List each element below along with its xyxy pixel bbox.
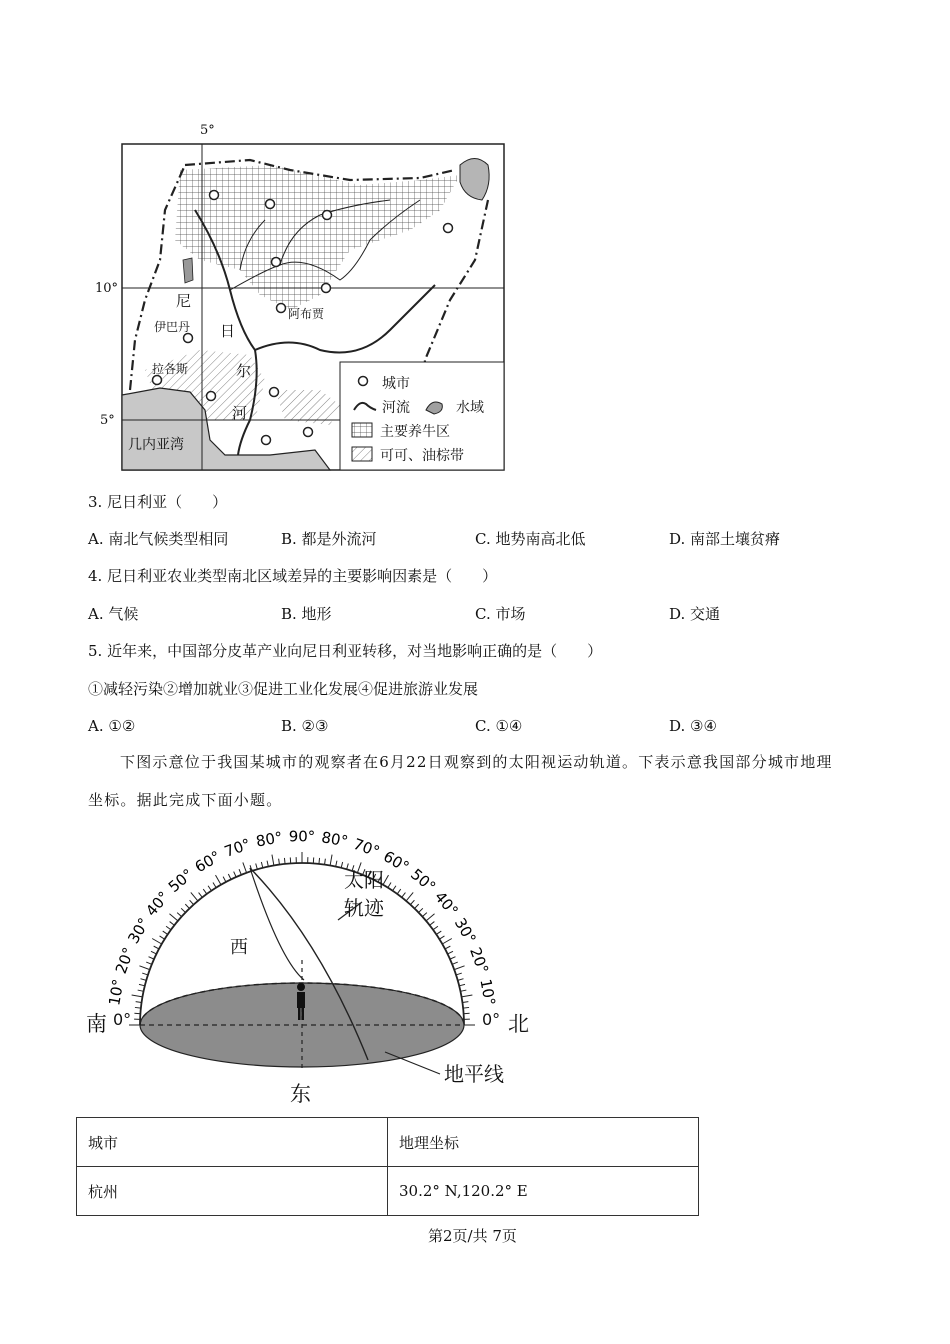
q5-option-a: A. ①② (88, 717, 136, 735)
q3-stem: 3. 尼日利亚（ ） (88, 493, 228, 511)
legend-cattle-icon (352, 423, 372, 437)
intro-line-1: 下图示意位于我国某城市的观察者在6月22日观察到的太阳视运动轨道。下表示意我国部分城市地理 (120, 753, 833, 771)
city-label-abuja: 阿布贾 (288, 307, 325, 321)
table-cell-coord: 30.2° N,120.2° E (388, 1167, 699, 1216)
altitude-tick (152, 939, 162, 945)
city-kaduna (272, 258, 281, 267)
city-benin (207, 392, 216, 401)
altitude-tick-label: 10° (476, 977, 499, 1007)
q4-option-a: A. 气候 (88, 605, 139, 623)
zero-right-label: 0° (482, 1010, 501, 1029)
q3-option-a: A. 南北气候类型相同 (88, 530, 229, 548)
city-sokoto (210, 191, 219, 200)
altitude-tick-label: 60° (191, 847, 224, 877)
river-char-2: 日 (220, 322, 236, 340)
table-header-row (77, 1118, 699, 1167)
legend-water-label: 水域 (456, 400, 484, 416)
q4-option-d: D. 交通 (669, 605, 721, 623)
sun-path-figure (80, 820, 540, 1110)
altitude-tick (132, 995, 143, 997)
intro-line-2: 坐标。据此完成下面小题。 (88, 791, 283, 809)
lat-label-5: 5° (100, 413, 115, 428)
altitude-tick-label: 20° (466, 944, 493, 977)
altitude-tick-label: 70° (221, 834, 254, 861)
q4-option-b: B. 地形 (281, 605, 332, 623)
legend-cocoa-label: 可可、油棕带 (380, 448, 464, 464)
altitude-tick-label: 70° (350, 834, 383, 861)
altitude-tick (191, 892, 198, 900)
legend-cattle-label: 主要养牛区 (380, 424, 450, 440)
north-label: 北 (508, 1012, 529, 1036)
altitude-tick-label: 20° (111, 944, 138, 977)
bay-label: 几内亚湾 (128, 437, 184, 453)
city-label-lagos: 拉各斯 (152, 362, 189, 376)
altitude-tick-label: 60° (380, 847, 413, 877)
altitude-tick-label: 90° (288, 827, 316, 846)
city-jos (322, 284, 331, 293)
q5-option-b: B. ②③ (281, 717, 329, 735)
q3-option-b: B. 都是外流河 (281, 530, 377, 548)
q5-items: ①减轻污染②增加就业③促进工业化发展④促进旅游业发展 (88, 680, 479, 698)
lat-label-10: 10° (95, 281, 119, 296)
city-label-ibadan: 伊巴丹 (154, 320, 191, 334)
legend-city-icon (359, 377, 368, 386)
city-port-harcourt (262, 436, 271, 445)
q5-stem: 5. 近年来，中国部分皮革产业向尼日利亚转移，对当地影响正确的是（ ） (88, 642, 603, 660)
lon-label: 5° (200, 123, 215, 138)
legend-cocoa-icon (352, 447, 372, 461)
legend-city-label: 城市 (382, 376, 410, 392)
q5-option-d: D. ③④ (669, 717, 717, 735)
sun-track-label-1: 太阳 (344, 868, 384, 892)
q4-option-c: C. 市场 (475, 605, 526, 623)
q5-option-c: C. ①④ (475, 717, 523, 735)
altitude-tick (243, 862, 247, 872)
altitude-tick (139, 966, 149, 970)
altitude-tick (454, 966, 464, 970)
altitude-tick-label: 80° (254, 828, 284, 851)
altitude-tick (330, 855, 332, 866)
nigeria-map-svg (90, 120, 520, 480)
city-coordinate-table (76, 1117, 699, 1216)
kainji-lake (183, 258, 193, 283)
city-maiduguri (444, 224, 453, 233)
altitude-tick-label: 40° (142, 887, 174, 920)
city-kano (323, 211, 332, 220)
altitude-tick-label: 50° (164, 865, 197, 897)
table-header-city: 城市 (77, 1118, 388, 1167)
table-row (77, 1167, 699, 1216)
altitude-tick-label: 50° (407, 865, 440, 897)
city-enugu (270, 388, 279, 397)
west-label: 西 (230, 937, 248, 958)
zero-left-label: 0° (113, 1010, 132, 1029)
river-char-3: 尔 (236, 362, 252, 380)
altitude-tick-label: 30° (124, 914, 154, 947)
altitude-tick-label: 80° (320, 828, 350, 851)
altitude-tick (426, 914, 434, 921)
city-calabar (304, 428, 313, 437)
horizon-label: 地平线 (444, 1062, 504, 1086)
city-katsina (266, 200, 275, 209)
page-footer: 第2页/共 7页 (428, 1227, 517, 1245)
q4-stem: 4. 尼日利亚农业类型南北区域差异的主要影响因素是（ ） (88, 567, 498, 585)
altitude-tick (272, 855, 274, 866)
q3-option-c: C. 地势南高北低 (475, 530, 586, 548)
altitude-tick-label: 10° (105, 977, 128, 1007)
table-cell-city: 杭州 (77, 1167, 388, 1216)
nigeria-map-figure (90, 120, 520, 480)
altitude-tick (216, 875, 222, 885)
altitude-tick (462, 995, 473, 997)
altitude-tick-label: 40° (430, 887, 462, 920)
altitude-tick (169, 914, 177, 921)
altitude-tick (442, 939, 452, 945)
table-header-coord: 地理坐标 (388, 1118, 699, 1167)
altitude-tick (406, 892, 413, 900)
legend-river-label: 河流 (382, 400, 410, 416)
city-abuja (277, 304, 286, 313)
east-label: 东 (290, 1082, 311, 1106)
river-char-4: 河 (232, 404, 248, 422)
sun-track-label-2: 轨迹 (344, 896, 384, 920)
south-label: 南 (86, 1012, 107, 1036)
q3-option-d: D. 南部土壤贫瘠 (669, 530, 781, 548)
altitude-tick-label: 30° (450, 914, 480, 947)
river-char-1: 尼 (176, 292, 192, 310)
